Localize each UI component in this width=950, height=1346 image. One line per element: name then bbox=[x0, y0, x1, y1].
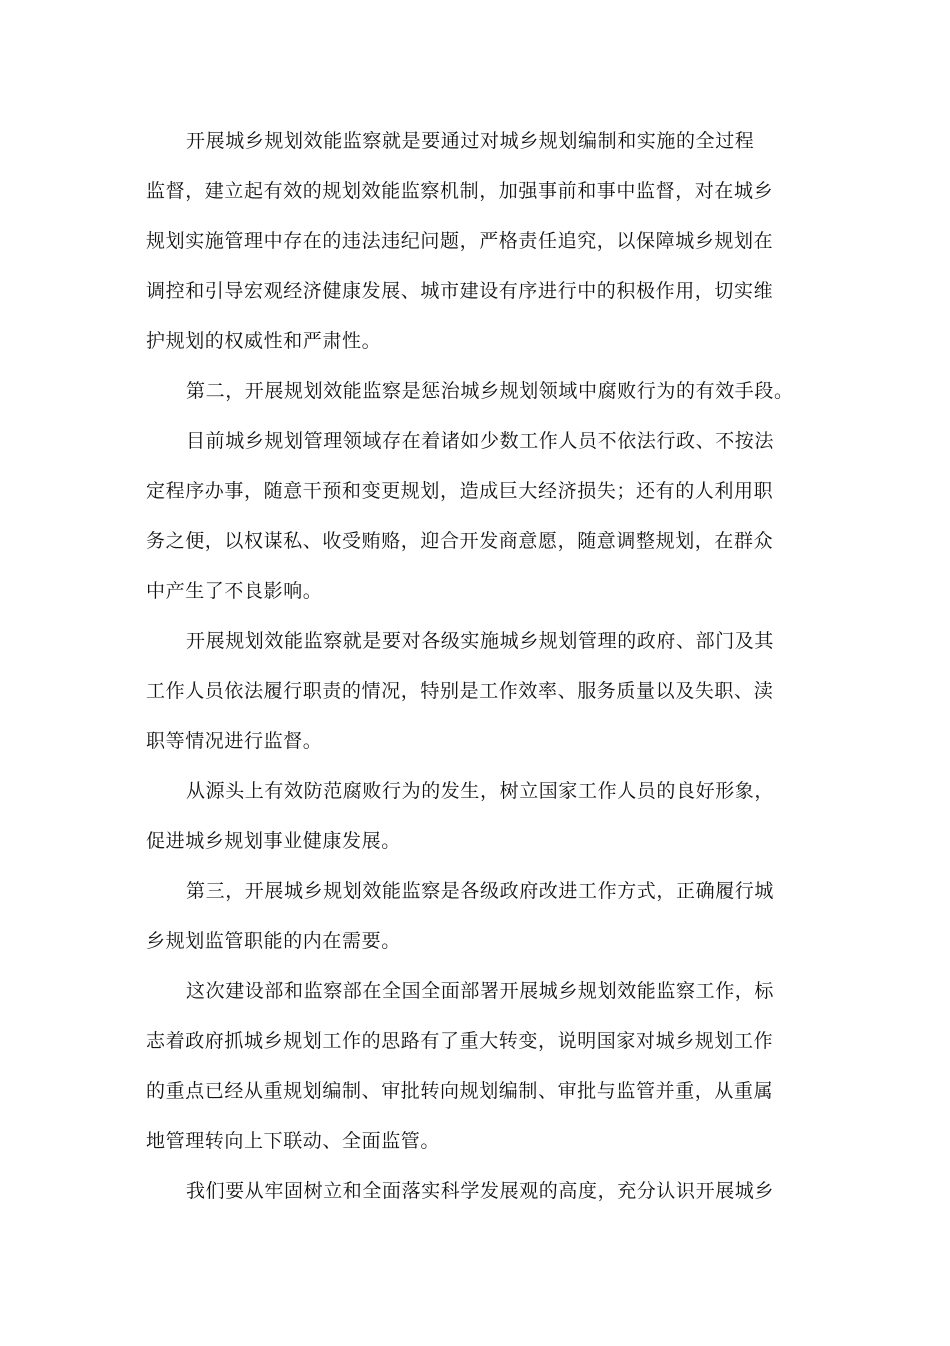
paragraph-line: 第三，开展城乡规划效能监察是各级政府改进工作方式，正确履行城 bbox=[186, 880, 775, 902]
paragraph-line: 调控和引导宏观经济健康发展、城市建设有序进行中的积极作用，切实维 bbox=[146, 280, 774, 302]
paragraph-line: 促进城乡规划事业健康发展。 bbox=[146, 830, 401, 852]
paragraph-line: 开展城乡规划效能监察就是要通过对城乡规划编制和实施的全过程 bbox=[186, 130, 755, 152]
paragraph-line: 中产生了不良影响。 bbox=[146, 580, 323, 602]
paragraph-line: 我们要从牢固树立和全面落实科学发展观的高度，充分认识开展城乡 bbox=[186, 1180, 775, 1202]
paragraph-line: 第二，开展规划效能监察是惩治城乡规划领域中腐败行为的有效手段。 bbox=[186, 380, 794, 402]
paragraph-line: 志着政府抓城乡规划工作的思路有了重大转变，说明国家对城乡规划工作 bbox=[146, 1030, 774, 1052]
paragraph-line: 工作人员依法履行职责的情况，特别是工作效率、服务质量以及失职、渎 bbox=[146, 680, 774, 702]
paragraph-line: 监督，建立起有效的规划效能监察机制，加强事前和事中监督，对在城乡 bbox=[146, 180, 774, 202]
paragraph-line: 定程序办事，随意干预和变更规划，造成巨大经济损失；还有的人利用职 bbox=[146, 480, 774, 502]
paragraph-line: 开展规划效能监察就是要对各级实施城乡规划管理的政府、部门及其 bbox=[186, 630, 775, 652]
paragraph-line: 地管理转向上下联动、全面监管。 bbox=[146, 1130, 441, 1152]
paragraph-line: 规划实施管理中存在的违法违纪问题，严格责任追究，以保障城乡规划在 bbox=[146, 230, 774, 252]
paragraph-line: 乡规划监管职能的内在需要。 bbox=[146, 930, 401, 952]
paragraph-line: 从源头上有效防范腐败行为的发生，树立国家工作人员的良好形象， bbox=[186, 780, 775, 802]
paragraph-line: 护规划的权威性和严肃性。 bbox=[146, 330, 382, 352]
paragraph-line: 目前城乡规划管理领域存在着诸如少数工作人员不依法行政、不按法 bbox=[186, 430, 775, 452]
paragraph-line: 这次建设部和监察部在全国全面部署开展城乡规划效能监察工作，标 bbox=[186, 980, 775, 1002]
paragraph-line: 的重点已经从重规划编制、审批转向规划编制、审批与监管并重，从重属 bbox=[146, 1080, 774, 1102]
paragraph-line: 职等情况进行监督。 bbox=[146, 730, 323, 752]
paragraph-line: 务之便，以权谋私、收受贿赂，迎合开发商意愿，随意调整规划，在群众 bbox=[146, 530, 774, 552]
